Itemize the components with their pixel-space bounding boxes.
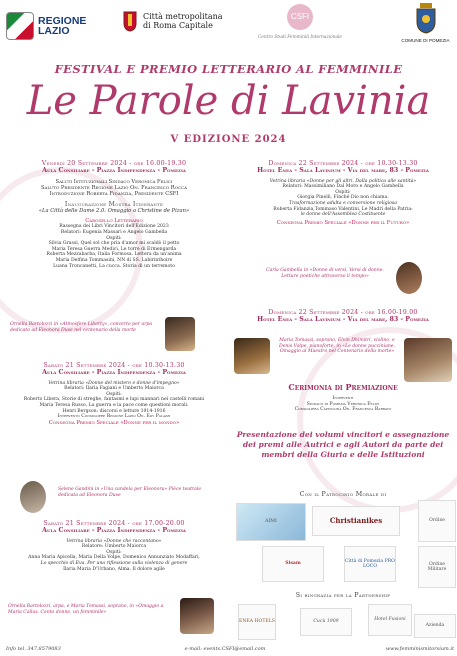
regione-lazio-logo	[6, 12, 86, 40]
footer-web[interactable]: www.femminismitorsium.it	[385, 646, 454, 652]
day3-line: Anna Maria Apicella, Maria Della Volpe, Domenico Annunziato Modaffari,	[28, 555, 200, 561]
carosello-line: Relatori: Eugenia Massari e Angelo Gambella	[60, 229, 168, 235]
day4-line: Vetrina libraria «Donne per gli altri. Dalla politica alle santità»	[269, 178, 417, 184]
pucciniane-concert: Maria Tomassi, soprano, Elvin Dhimitri, violino, e Denis Volpe, pianoforte, in «Le donne pucciniane. Omaggio al Maestro nel Centenario della morte»	[279, 338, 395, 355]
day4-block	[230, 160, 456, 226]
sisam-logo: Sisam	[262, 546, 324, 582]
aimi-logo: AIMI	[236, 503, 306, 541]
saluti-line: Saluto Presidente Regione Lazio On. Francesco Rocca	[41, 184, 187, 191]
day2-line: Roberto Libera, Storie di streghe, fantasmi e lupi mannari nei castelli romani	[23, 397, 205, 403]
military-order-logo: Ordine Militare	[418, 546, 456, 588]
hotel-fusioni-logo: Hotel Fusioni	[368, 604, 412, 636]
mostra-title: Inaugurazione Mostra Itinerante	[64, 200, 164, 208]
day2-line: Ospiti:	[106, 391, 122, 397]
lazio-label: LAZIO	[38, 25, 70, 37]
ornella-concert-1: Ornella Bartolozzi in «Atmosfere Liberty», concerto per arpa dedicato ad Eleonora Duse nel centenario della morte	[10, 322, 153, 333]
ospite-item: Luana Troncanetti, La cucca. Storia di un terremoto	[53, 263, 175, 269]
citta-metropolitana-logo	[123, 10, 223, 32]
day5-block	[230, 309, 456, 324]
enea-hotels-logo: ENEA HOTELS	[238, 604, 276, 640]
ospite-item: Maria Delfina Tommasini, NN di SS. Labirinthoire	[55, 257, 173, 263]
day4-line: le donne dell'Assemblea Costituente	[300, 212, 386, 218]
patrocinio-label: Con il Patrocinio Morale di	[299, 491, 387, 498]
day1-date: Venerdì 20 Settembre 2024 - ore 16.00-19.30	[41, 160, 187, 167]
metro-line2: di Roma Capitale	[143, 21, 213, 30]
regione-label: REGIONE	[38, 15, 87, 27]
day3-block	[2, 520, 226, 572]
actress-photo	[20, 481, 46, 513]
comune-pomezia-logo	[398, 2, 453, 43]
cucu-logo: Cucù 1909	[300, 608, 352, 636]
metro-line1: Città metropolitana	[143, 12, 223, 21]
shield-icon	[123, 10, 137, 32]
ospite-item: Maria Teresa Guerra Medici, Le torre di Ermengarda	[51, 246, 177, 252]
day4-line: Giorgia Pinelli, Finché Dio non chiama.	[297, 195, 389, 201]
footer-email[interactable]: e-mail: events.CSFI@email.com	[184, 646, 266, 652]
violinist-photo	[234, 338, 270, 374]
day1-place: Aula Consiliare - Piazza Indipendenza - Pomezia	[42, 167, 186, 175]
cerimonia-line: Consigliera Capitolina On. Francesca Barbato	[294, 407, 392, 413]
azienda-logo: Azienda	[414, 614, 456, 638]
csfi-name: Centro Studi Femminili Internazionale	[258, 35, 342, 40]
carosello-line: Rassegna dei Libri Vincitori dell'Edizione 2023	[59, 224, 169, 230]
day3-date: Sabato 21 Settembre 2024 - ore 17.00-20.00	[43, 520, 185, 527]
cerimonia-line: Sindaco di Pomezia Veronica Felici	[306, 401, 380, 407]
edition-label: V EDIZIONE 2024	[170, 134, 287, 145]
day3-place: Aula Consiliare - Piazza Indipendenza - Pomezia	[42, 527, 186, 535]
cerimonia-block	[230, 382, 456, 413]
ornella-concert-2: Ornella Bartolozzi, arpa, e Maria Tomassi, soprano, in «Omaggio a Maria Callas. Cento donne, un femminile»	[8, 604, 164, 615]
ringrazia-label: Si ringrazia per la Partnership	[295, 592, 391, 599]
carla-reading: Carla Gambella in «Donne di versi, Versi di donne. Letture poetiche attraverso il tempo»	[266, 268, 384, 279]
day2-line: Vetrina libraria «Donne del mistero e donne d'impegno»	[48, 380, 180, 386]
proloco-logo: Città di Pomezia PRO LOCO	[344, 546, 396, 582]
carla-photo	[396, 262, 422, 294]
premio-futuro-label: Consegna Premio Speciale «Donne per il Futuro»	[276, 219, 410, 226]
comune-label: COMUNE DI POMEZIA	[401, 38, 450, 43]
day4-date: Domenica 22 Settembre 2024 - ore 10.30-13.30	[268, 160, 418, 167]
day4-line: Roberta Fidanzia,Tommaso Valentini, Le Madri della Patria:	[273, 206, 413, 212]
ospiti-label: Ospiti:	[106, 235, 122, 241]
regione-lazio-emblem	[6, 12, 34, 40]
day4-line: Trasformazione adulta e conversione religiosa	[289, 200, 397, 206]
cerimonia-title: Cerimonia di Premiazione	[288, 382, 398, 392]
day3-line: Relatore: Umberto Maiorca	[81, 544, 147, 550]
ospite-item: Silvia Grassi, Quel sol che pria d'amor mi scaldò il petto	[48, 241, 180, 247]
harpist-photo	[165, 317, 195, 351]
day3-line: Ospiti:	[106, 549, 122, 555]
day3-line: Vetrina libraria «Donne che raccontano»	[66, 538, 162, 544]
cerimonia-line: Interventi	[332, 396, 354, 401]
day2-line: Henri Bergson: discorsi e letture 1914-1916	[62, 408, 166, 414]
day4-place: Hotel Enea - Sala Lavinium - Via del mare, 83 - Pomezia	[257, 167, 429, 175]
day3-line: Lo specchio di Eva. Per una riflessione sulla violenza di genere	[40, 560, 188, 566]
day2-place: Aula Consiliare - Piazza Indipendenza - Pomezia	[42, 369, 186, 377]
ospite-item: Roberta Mezzabarba, Italia Formosa. Lettera da un'anima	[46, 252, 182, 258]
saluti-line: Saluti Istituzionali Sindaco Veronica Felici	[55, 178, 173, 185]
day2-line: Relatori: Ilaria Fagiani e Umberto Maiorca	[64, 386, 164, 392]
left-column	[2, 160, 226, 269]
festival-title: FESTIVAL E PREMIO LETTERARIO AL FEMMINILE	[54, 62, 403, 76]
carosello-title: Carosello Letterario	[85, 218, 143, 225]
day2-line: Intervento Consigliere Regione Lazio On. Edy Palazzi	[57, 414, 171, 420]
mostra-subtitle: «La Città delle Dame 2.0. Omaggio a Christine de Pizan»	[38, 208, 190, 215]
day3-line: Ilaria Maria D'Urbano, Alma. Il dolore agile	[63, 566, 165, 572]
day2-date: Sabato 21 Settembre 2024 - ore 10.30-13.30	[43, 362, 185, 369]
crest-icon	[415, 2, 437, 34]
pianist-photo	[404, 338, 452, 382]
csfi-badge: CSFI	[287, 4, 313, 30]
presentazione-text: Presentazione dei volumi vincitori e assegnazione dei premi alle Autrici e agli Autori da parte dei membri della Giuria e delle Istituzioni	[236, 430, 450, 459]
day2-line: Maria Teresa Russo, La guerra e la pace come questioni morali.	[39, 402, 189, 408]
selene-performance: Selene Gandini in «Una candela per Eleonora» Pièce teatrale dedicata ad Eleonora Duse	[58, 487, 202, 498]
saluti-line: Introduzione Roberta Fidanzia, Presidente CSFI	[49, 190, 179, 197]
order-logo: Ordine	[418, 500, 456, 542]
day5-place: Hotel Enea - Sala Lavinium - Via del mare, 83 - Pomezia	[257, 316, 429, 324]
premio-donne-label: Consegna Premio Speciale «Donne per il mondo»	[48, 419, 180, 426]
day4-line: Ospiti:	[335, 189, 351, 195]
day4-line: Relatori: Massimiliano Dal Moro e Angelo Gambella	[282, 184, 404, 190]
duo-photo	[180, 598, 214, 634]
footer-info: Info tel. 347.8579083	[6, 646, 61, 652]
day2-block	[2, 362, 226, 426]
day5-date: Domenica 22 Settembre 2024 - ore 16.00-19.00	[268, 309, 418, 316]
christianikes-logo: Christianikes	[312, 506, 400, 536]
main-title: Le Parole di Lavinia	[26, 78, 431, 124]
csfi-logo	[250, 4, 350, 40]
